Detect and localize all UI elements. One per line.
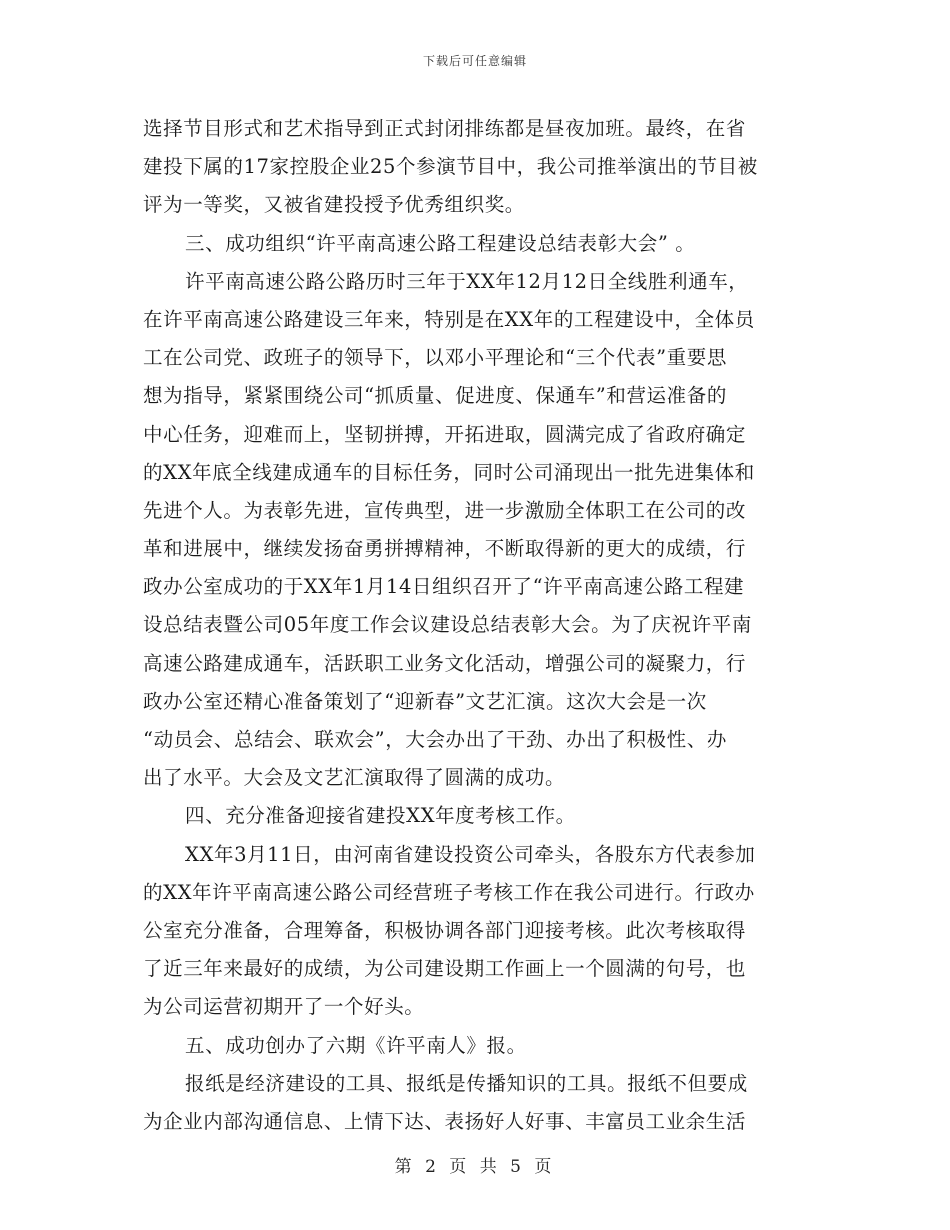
text-line: 报纸是经济建设的工具、报纸是传播知识的工具。报纸不但要成 bbox=[185, 1071, 748, 1095]
text-line: 出了水平。大会及文艺汇演取得了圆满的成功。 bbox=[143, 766, 566, 790]
text-line: 为企业内部沟通信息、上情下达、表扬好人好事、丰富员工业余生活 bbox=[143, 1109, 747, 1133]
page-header: 下载后可任意编辑 bbox=[422, 54, 527, 68]
text-line: 中心任务，迎难而上，坚韧拼搏，开拓进取，圆满完成了省政府确定 bbox=[143, 422, 747, 446]
text-line: 设总结表暨公司05年度工作会议建设总结表彰大会。为了庆祝许平南 bbox=[143, 613, 752, 637]
text-line: 建投下属的17家控股企业25个参演节目中，我公司推举演出的节目被 bbox=[143, 155, 758, 179]
section-heading: 五、成功创办了六期《许平南人》报。 bbox=[185, 1033, 527, 1057]
text-line: 高速公路建成通车，活跃职工业务文化活动，增强公司的凝聚力，行 bbox=[143, 651, 747, 675]
text-line: XX年3月11日，由河南省建设投资公司牵头，各股东方代表参加 bbox=[185, 842, 756, 866]
text-line: 在许平南高速公路建设三年来，特别是在XX年的工程建设中，全体员 bbox=[143, 307, 755, 331]
section-heading: 四、充分准备迎接省建投XX年度考核工作。 bbox=[185, 804, 576, 828]
text-line: 公室充分准备，合理筹备，积极协调各部门迎接考核。此次考核取得 bbox=[143, 918, 747, 942]
text-line: 想为指导，紧紧围绕公司“抓质量、促进度、保通车”和营运准备的 bbox=[143, 384, 727, 408]
text-line: 革和进展中，继续发扬奋勇拼搏精神，不断取得新的更大的成绩，行 bbox=[143, 537, 747, 561]
text-line: 选择节目形式和艺术指导到正式封闭排练都是昼夜加班。最终，在省 bbox=[143, 117, 747, 140]
text-line: 的XX年许平南高速公路公司经营班子考核工作在我公司进行。行政办 bbox=[143, 880, 755, 904]
section-heading: 三、成功组织“许平南高速公路工程建设总结表彰大会” 。 bbox=[185, 231, 696, 255]
document-body bbox=[143, 110, 807, 1141]
page-footer: 第 2 页 共 5 页 bbox=[394, 1157, 556, 1177]
text-line: 了近三年来最好的成绩，为公司建设期工作画上一个圆满的句号，也 bbox=[143, 957, 747, 981]
text-line: 工在公司党、政班子的领导下，以邓小平理论和“三个代表”重要思 bbox=[143, 346, 727, 370]
text-line: “动员会、总结会、联欢会”，大会办出了干劲、办出了积极性、办 bbox=[143, 728, 727, 751]
text-line: 评为一等奖，又被省建投授予优秀组织奖。 bbox=[143, 193, 525, 217]
text-line: 许平南高速公路公路历时三年于XX年12月12日全线胜利通车， bbox=[185, 269, 749, 293]
text-line: 为公司运营初期开了一个好头。 bbox=[143, 995, 425, 1019]
text-line: 的XX年底全线建成通车的目标任务，同时公司涌现出一批先进集体和 bbox=[143, 460, 755, 484]
text-line: 政办公室成功的于XX年1月14日组织召开了“许平南高速公路工程建 bbox=[143, 575, 745, 599]
text-line: 先进个人。为表彰先进，宣传典型，进一步激励全体职工在公司的改 bbox=[143, 498, 747, 522]
text-line: 政办公室还精心准备策划了“迎新春”文艺汇演。这次大会是一次 bbox=[143, 689, 707, 713]
